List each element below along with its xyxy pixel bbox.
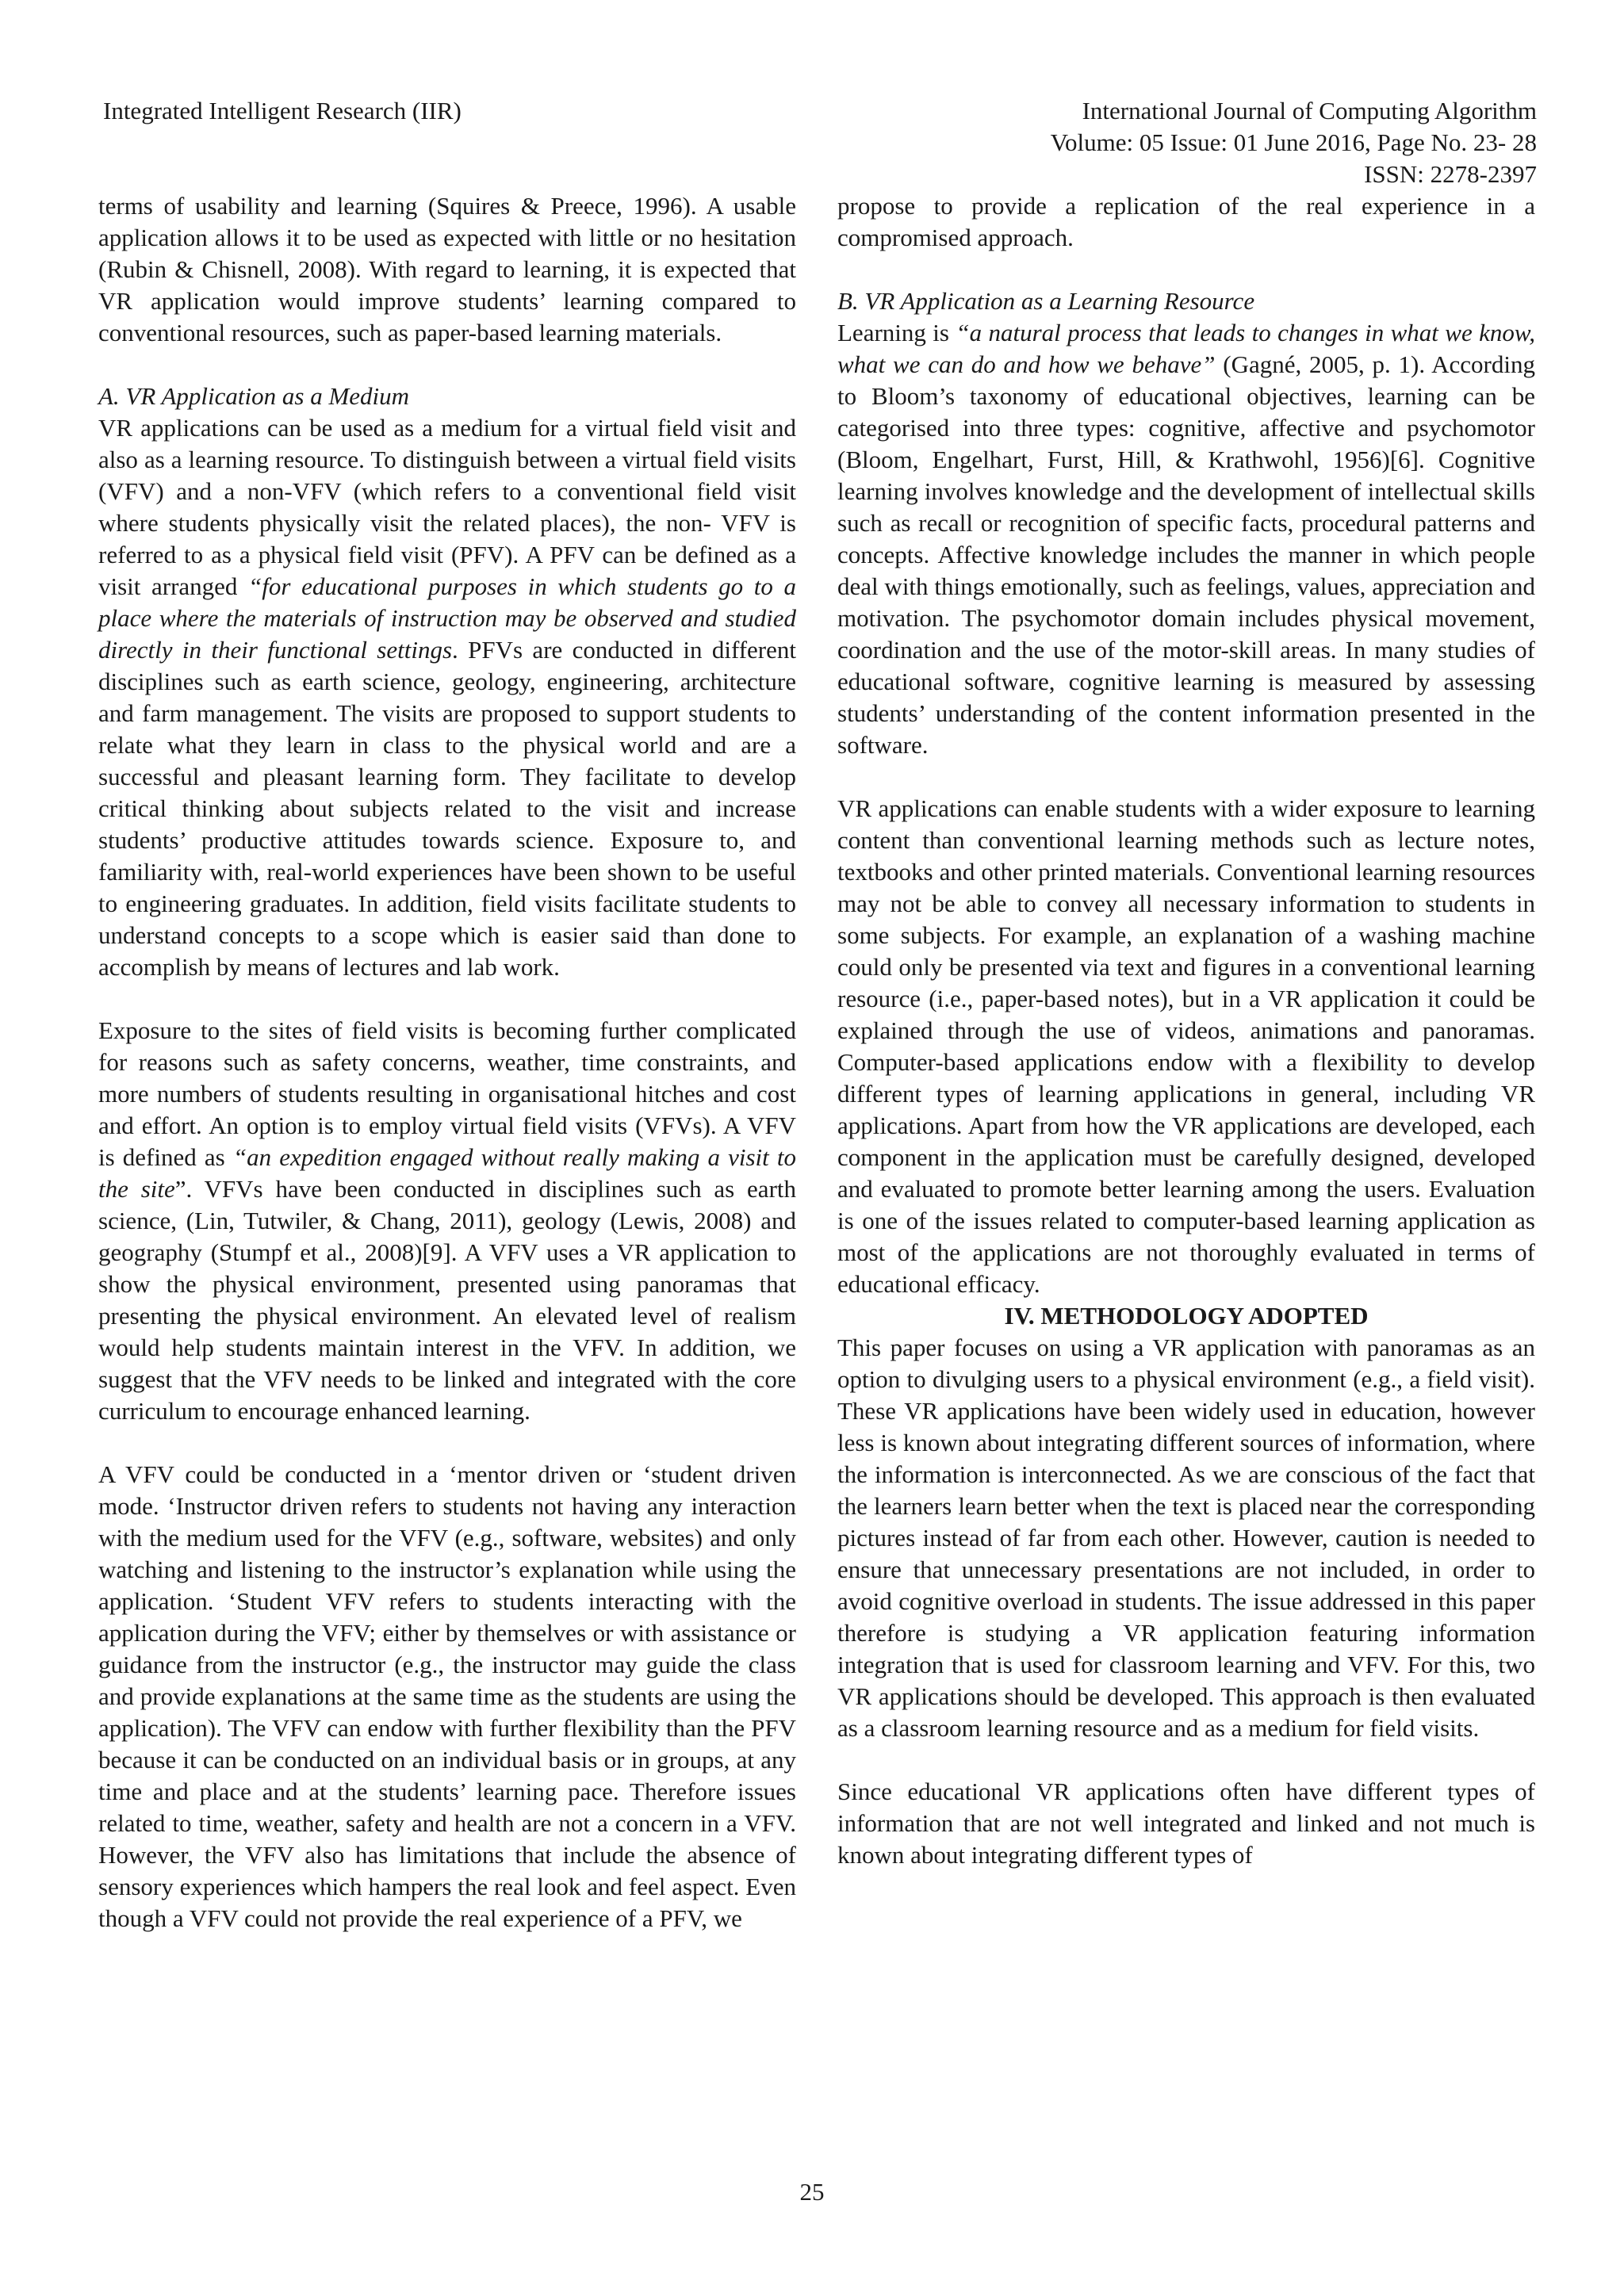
paragraph: A VFV could be conducted in a ‘mentor driven or ‘student driven mode. ‘Instructor driven refers to students not having any interaction with the medium used for the VFV (e.g., software, websites) and only watching and listening to the instructor’s explanation while using the application. ‘Student VFV refers to students interacting with the application during the VFV; either by themselves or with assistance or guidance from the instructor (e.g., the instructor may guide the class and provide explanations at the same time as the students are using the application). The VFV can endow with further flexibility than the PFV because it can be conducted on an individual basis or in groups, at any time and place and at the students’ learning pace. Therefore issues related to time, weather, safety and health are not a concern in a VFV. However, the VFV also has limitations that include the absence of sensory experiences which hampers the real look and feel aspect. Even though a VFV could not provide the real experience of a PFV, we <box>98 1460 796 1932</box>
paragraph-text: (Gagné, 2005, p. 1). According to Bloom’s taxonomy of educational objectives, learning can be categorised into three types: cognitive, affective and psychomotor (Bloom, Engelhart, Furst, Hill, & Krathwohl, 1956)[6]. Cognitive learning involves knowledge and the development of intellectual skills such as recall or recognition of specific facts, procedural patterns and concepts. Affective knowledge includes the manner in which people deal with things emotionally, such as feelings, values, appreciation and motivation. The psychomotor domain includes physical movement, coordination and the use of the motor-skill areas. In many studies of educational software, cognitive learning is measured by assessing students’ understanding of the content information presented in the software. <box>837 350 1535 759</box>
journal-title: International Journal of Computing Algorithm <box>1082 97 1537 124</box>
section-heading-methodology: IV. METHODOLOGY ADOPTED <box>1004 1302 1369 1330</box>
paragraph-text: Learning is <box>837 319 956 346</box>
page-number: 25 <box>799 2178 825 2206</box>
paragraph-text: Exposure to the sites of field visits is becoming further complicated for reasons such as safety concerns, weather, time constraints, and more numbers of students resulting in organisational hitches and cost and effort. An option is to employ virtual field visits (VFVs). A VFV is defined as <box>98 1016 796 1171</box>
left-column <box>98 190 796 1934</box>
paragraph: propose to provide a replication of the real experience in a compromised approach. <box>837 192 1535 251</box>
paragraph <box>98 1015 796 1427</box>
paragraph-text: . PFVs are conducted in different disciplines such as earth science, geology, engineering, architecture and farm management. The visits are proposed to support students to relate what they learn in class to the physical world and are a successful and pleasant learning form. They facilitate to develop critical thinking about subjects related to the visit and increase students’ productive attitudes towards science. Exposure to, and familiarity with, real-world experiences have been shown to be useful to engineering graduates. In addition, field visits facilitate students to understand concepts to a scope which is easier said than done to accomplish by means of lectures and lab work. <box>98 636 796 981</box>
subsection-heading-a: A. VR Application as a Medium <box>98 382 410 410</box>
paragraph-text: VR applications can be used as a medium for a virtual field visit and also as a learning resource. To distinguish between a virtual field visits (VFV) and a non-VFV (which refers to a conventional field visit where students physically visit the related places), the non- VFV is referred to as a physical field visit (PFV). A PFV can be defined as a visit arranged <box>98 414 796 600</box>
right-column <box>837 190 1535 1871</box>
paragraph-text: ”. VFVs have been conducted in disciplines such as earth science, (Lin, Tutwiler, & Chang, 2011), geology (Lewis, 2008) and geography (Stumpf et al., 2008)[9]. A VFV uses a VR application to show the physical environment, presented using panoramas that presenting the physical environment. An elevated level of realism would help students maintain interest in the VFV. In addition, we suggest that the VFV needs to be linked and integrated with the core curriculum to encourage enhanced learning. <box>98 1175 797 1425</box>
paragraph: Since educational VR applications often have different types of information that are not well integrated and linked and not much is known about integrating different types of <box>837 1777 1535 1869</box>
quotation: “a natural process that leads to changes in what we know, what we can do and how we behave” <box>837 319 1535 378</box>
paragraph <box>837 317 1535 761</box>
quotation: “an expedition engaged without really making a visit to the site <box>98 1143 796 1203</box>
paragraph: VR applications can enable students with a wider exposure to learning content than conventional learning methods such as lecture notes, textbooks and other printed materials. Conventional learning resources may not be able to convey all necessary information to students in some subjects. For example, an explanation of a washing machine could only be presented via text and figures in a conventional learning resource (i.e., paper-based notes), but in a VR application it could be explained through the use of videos, animations and panoramas. Computer-based applications endow with a flexibility to develop different types of learning applications in general, including VR applications. Apart from how the VR applications are developed, each component in the application must be carefully designed, developed and evaluated to promote better learning among the users. Evaluation is one of the issues related to computer-based learning application as most of the applications are not thoroughly evaluated in terms of educational efficacy. <box>837 794 1535 1298</box>
subsection-heading-b: B. VR Application as a Learning Resource <box>837 287 1255 315</box>
paragraph: terms of usability and learning (Squires & Preece, 1996). A usable application allows it to be used as expected with little or no hesitation (Rubin & Chisnell, 2008). With regard to learning, it is expected that VR application would improve students’ learning compared to conventional resources, such as paper-based learning materials. <box>98 192 796 346</box>
journal-issn: ISSN: 2278-2397 <box>1364 160 1537 188</box>
paragraph <box>98 412 796 983</box>
quotation: “for educational purposes in which students go to a place where the materials of instruction may be observed and studied directly in their functional settings <box>98 572 796 664</box>
running-header-left: Integrated Intelligent Research (IIR) <box>103 97 462 124</box>
running-header-right <box>744 95 1537 190</box>
journal-volume: Volume: 05 Issue: 01 June 2016, Page No. 23- 28 <box>1050 128 1537 156</box>
paragraph: This paper focuses on using a VR application with panoramas as an option to divulging users to a physical environment (e.g., a field visit). These VR applications have been widely used in education, however less is known about integrating different sources of information, where the information is interconnected. As we are conscious of the fact that the learners learn better when the text is placed near the corresponding pictures instead of far from each other. However, caution is needed to ensure that unnecessary presentations are not included, in order to avoid cognitive overload in students. The issue addressed in this paper therefore is studying a VR application featuring information integration that is used for classroom learning and VFV. For this, two VR applications should be developed. This approach is then evaluated as a classroom learning resource and as a medium for field visits. <box>837 1334 1535 1742</box>
